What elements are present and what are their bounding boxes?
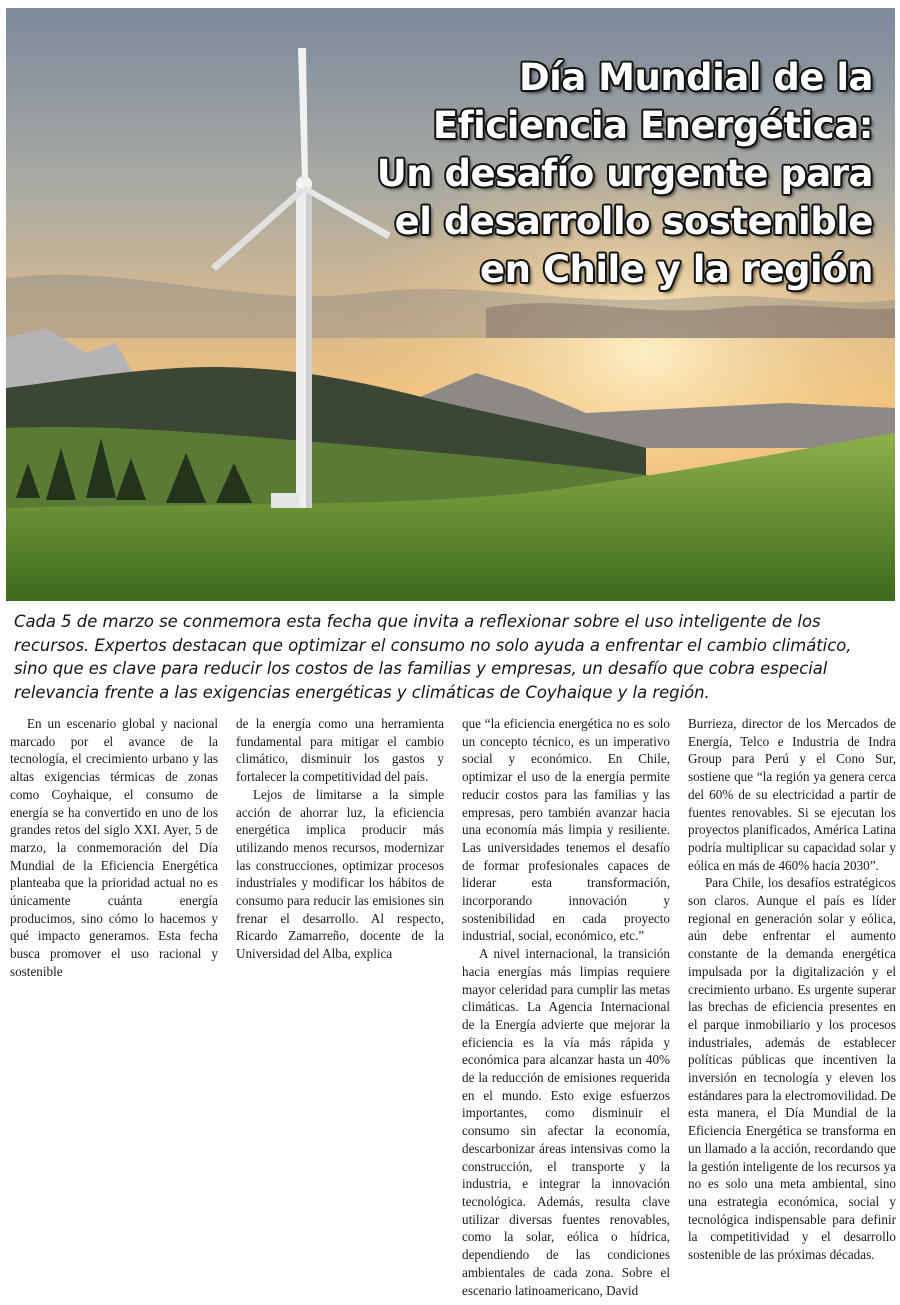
article-column-2 xyxy=(236,715,444,1300)
article-body xyxy=(10,715,896,1300)
article-paragraph: de la energía como una herramienta fundamental para mitigar el cambio climático, disminuir los gastos y fortalecer la competitividad del país. xyxy=(236,716,444,785)
article-paragraph: Lejos de limitarse a la simple acción de ahorrar luz, la eficiencia energética implica producir más utilizando menos recursos, modernizar las construcciones, optimizar procesos industriales y modificar los hábitos de consumo para reducir las emisiones sin frenar el desarrollo. Al respecto, Ricardo Zamarreño, docente de la Universidad del Alba, explica xyxy=(236,786,444,962)
headline-line: Día Mundial de la xyxy=(518,56,873,99)
lede-summary: Cada 5 de marzo se conmemora esta fecha que invita a reflexionar sobre el uso inteligente de los recursos. Expertos destacan que optimizar el consumo no solo ayuda a enfrentar el cambio climático, sino que es clave para reducir los costos de las familias y empresas, un desafío que cobra especial relevancia frente a las exigencias energéticas y climáticas de Coyhaique y la región. xyxy=(14,612,852,702)
headline xyxy=(353,54,873,294)
article-paragraph: A nivel internacional, la transición hacia energías más limpias requiere mayor celeridad para cumplir las metas climáticas. La Agencia Internacional de la Energía advierte que mejorar la eficiencia es la vía más rápida y económica para alcanzar hasta un 40% de la reducción de emisiones requerida en el mundo. Esto exige esfuerzos importantes, como disminuir el consumo sin afectar la economía, descarbonizar áreas intensivas como la construcción, el transporte y la industria, e integrar la innovación tecnológica. Además, resulta clave utilizar diversas fuentes renovables, como la solar, eólica o hídrica, dependiendo de las condiciones ambientales de cada zona. Sobre el escenario latinoamericano, David xyxy=(462,946,670,1298)
article-paragraph: En un escenario global y nacional marcado por el avance de la tecnología, el crecimiento urbano y las altas exigencias térmicas de zonas como Coyhaique, el consumo de energía se ha convertido en uno de los grandes retos del siglo XXI. Ayer, 5 de marzo, la conmemoración del Día Mundial de la Eficiencia Energética planteaba que la prioridad actual no es únicamente cuánta energía producimos, sino cómo lo hacemos y qué impacto generamos. Esta fecha busca promover el uso racional y sostenible xyxy=(10,716,218,979)
hero-photo xyxy=(6,8,895,601)
article-column-3 xyxy=(462,715,670,1300)
headline-line: Eficiencia Energética: xyxy=(432,104,873,147)
article-paragraph: Burrieza, director de los Mercados de Energía, Telco e Industria de Indra Group para Perú y el Cono Sur, sostiene que “la región ya genera cerca del 60% de su electricidad a partir de fuentes renovables. Si se ejecutan los proyectos planificados, América Latina podría multiplicar su capacidad solar y eólica en más de 460% hacia 2030”. xyxy=(688,716,896,873)
article-column-1 xyxy=(10,715,218,1300)
article-column-4 xyxy=(688,715,896,1300)
headline-line: en Chile y la región xyxy=(480,248,873,291)
article-paragraph: que “la eficiencia energética no es solo un concepto técnico, es un imperativo social y económico. En Chile, optimizar el uso de la energía permite reducir costos para las familias y las empresas, pero también avanzar hacia una economía más limpia y resiliente. Las universidades tenemos el desafío de formar profesionales capaces de liderar esta transformación, incorporando innovación y sostenibilidad en cada proyecto industrial, social, económico, etc.” xyxy=(462,716,670,944)
article-paragraph: Para Chile, los desafíos estratégicos son claros. Aunque el país es líder regional en generación solar y eólica, aún debe enfrentar el aumento constante de la demanda energética impulsada por la digitalización y el crecimiento urbano. Es urgente superar las brechas de eficiencia presentes en el parque inmobiliario y los procesos industriales, además de establecer políticas públicas que incentiven la inversión en tecnología y eleven los estándares para la electromovilidad. De esta manera, el Día Mundial de la Eficiencia Energética se transforma en un llamado a la acción, recordando que la gestión inteligente de los recursos ya no es solo una meta ambiental, sino una estrategia económica, social y tecnológica indispensable para definir la competitividad y el desarrollo sostenible de las próximas décadas. xyxy=(688,875,896,1263)
headline-line: el desarrollo sostenible xyxy=(394,200,873,243)
headline-line: Un desafío urgente para xyxy=(376,152,873,195)
